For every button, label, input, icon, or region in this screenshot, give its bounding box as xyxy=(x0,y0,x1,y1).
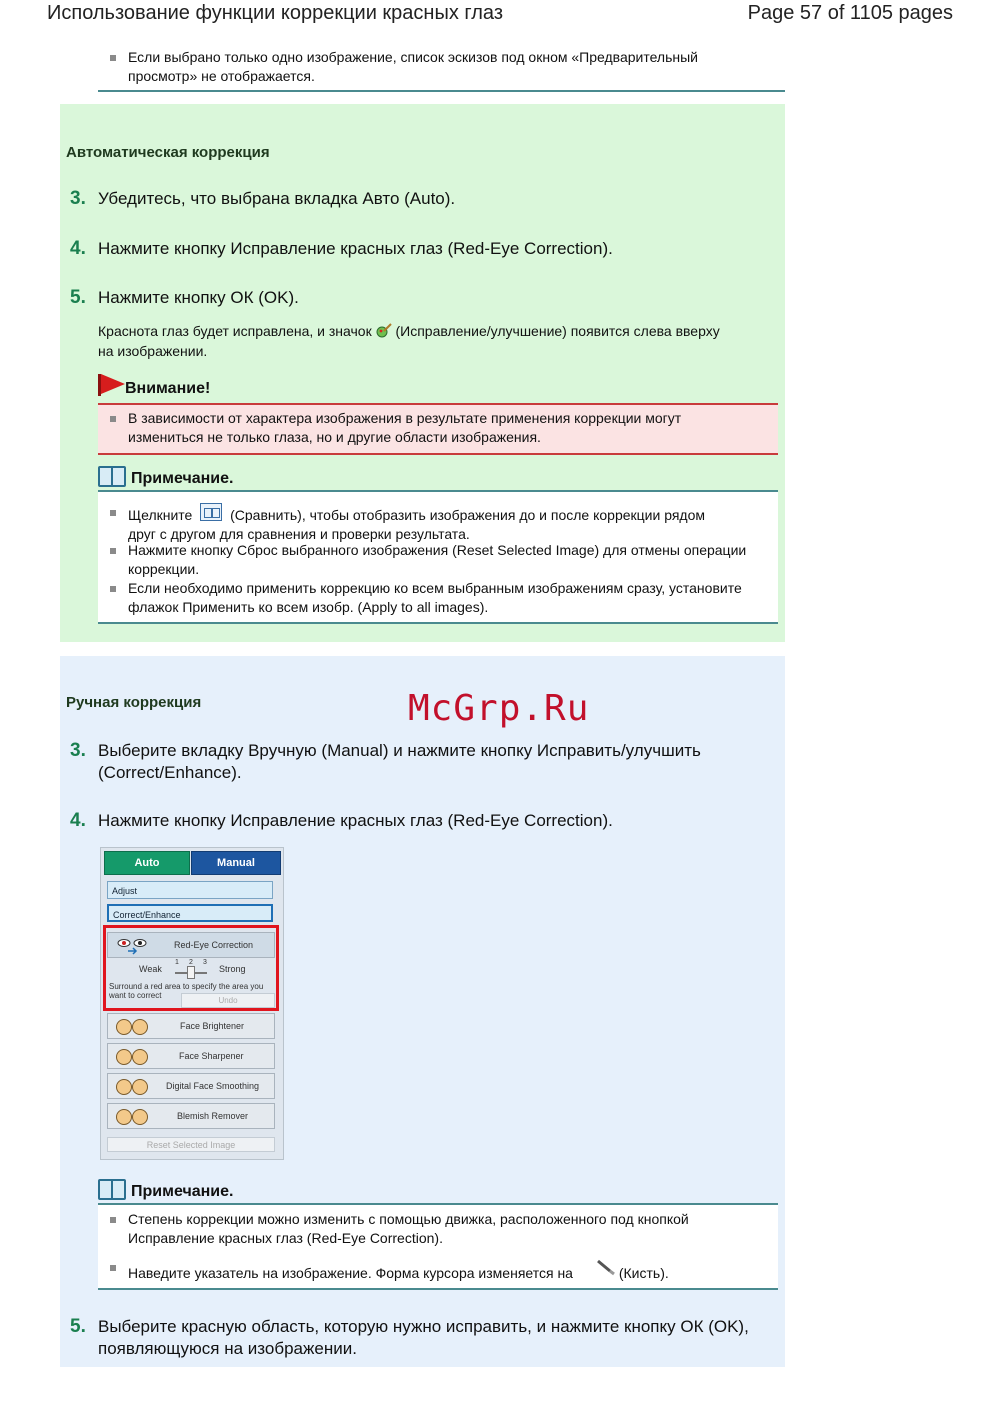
caution-flag-icon xyxy=(101,374,125,394)
bullet-icon xyxy=(110,510,116,516)
note-item-reset: Нажмите кнопку Сброс выбранного изображения (Reset Selected Image) для отмены операции коррекции. xyxy=(110,541,750,579)
manual-section-title: Ручная коррекция xyxy=(66,694,202,711)
note-item-compare: Щелкните (Сравнить), чтобы отобразить изображения до и после коррекции рядом друг с другом для сравнения и проверки результата. xyxy=(110,503,770,544)
caution-item: В зависимости от характера изображения в результате применения коррекции могут изменитьcя не только глаза, но и другие области изображения. xyxy=(110,409,750,447)
bullet-icon xyxy=(110,586,116,592)
top-note: Если выбрано только одно изображение, список эскизов под окном «Предварительный просмотр» не отображается. xyxy=(110,48,760,86)
faces-icon xyxy=(114,1077,150,1095)
note-item-slider: Степень коррекции можно изменить с помощью движка, расположенного под кнопкой Исправление красных глаз (Red-Eye Correction). xyxy=(110,1210,750,1248)
face-sharpener-button[interactable]: Face Sharpener xyxy=(107,1043,275,1069)
note-heading: Примечание. xyxy=(131,1183,234,1200)
correct-enhance-icon xyxy=(376,322,392,338)
tick-2: 2 xyxy=(189,959,193,966)
faces-icon xyxy=(114,1017,150,1035)
note-book-icon xyxy=(98,1179,126,1200)
auto-step-5: 5. Нажмите кнопку ОК (OK). xyxy=(70,287,299,308)
adjust-button[interactable]: Adjust xyxy=(107,881,273,899)
caution-heading: Внимание! xyxy=(125,380,211,397)
watermark: McGrp.Ru xyxy=(408,688,590,729)
digital-face-smoothing-button[interactable]: Digital Face Smoothing xyxy=(107,1073,275,1099)
note-book-icon xyxy=(98,466,126,487)
undo-button[interactable]: Undo xyxy=(181,993,275,1008)
auto-step-4: 4. Нажмите кнопку Исправление красных глаз (Red-Eye Correction). xyxy=(70,238,613,259)
highlight-frame xyxy=(103,925,279,1011)
auto-section-title: Автоматическая коррекция xyxy=(66,144,270,161)
correct-enhance-button[interactable]: Correct/Enhance xyxy=(107,904,273,922)
tick-1: 1 xyxy=(175,959,179,966)
strong-label: Strong xyxy=(219,964,246,974)
tab-manual[interactable]: Manual xyxy=(191,851,281,875)
manual-step-4: 4. Нажмите кнопку Исправление красных глаз (Red-Eye Correction). xyxy=(70,810,613,831)
red-eye-correction-button[interactable]: Red-Eye Correction xyxy=(107,932,275,958)
note-item-brush: Наведите указатель на изображение. Форма курсора изменяется на (Кисть). xyxy=(110,1258,750,1283)
bullet-icon xyxy=(110,1217,116,1223)
page-counter: Page 57 of 1105 pages xyxy=(747,2,953,24)
step5-description: Краснота глаз будет исправлена, и значок (Исправление/улучшение) появится слева вверху на изображении. xyxy=(98,323,720,359)
bullet-icon xyxy=(110,416,116,422)
note-item-apply-all: Если необходимо применить коррекцию ко всем выбранным изображениям сразу, установите флажок Применить ко всем изобр. (Apply to all images). xyxy=(110,579,750,617)
divider xyxy=(98,90,785,92)
manual-step-5: 5. Выберите красную область, которую нужно исправить, и нажмите кнопку ОК (OK), появляющуюся на изображении. xyxy=(70,1316,749,1358)
blemish-remover-button[interactable]: Blemish Remover xyxy=(107,1103,275,1129)
faces-icon xyxy=(114,1107,150,1125)
faces-icon xyxy=(114,1047,150,1065)
compare-icon xyxy=(200,503,222,521)
tick-3: 3 xyxy=(203,959,207,966)
red-eye-hint: Surround a red area to specify the area you want to correct xyxy=(109,982,264,1000)
auto-step-3: 3. Убедитесь, что выбрана вкладка Авто (Auto). xyxy=(70,188,456,209)
page-title: Использование функции коррекции красных глаз xyxy=(47,2,503,24)
face-brightener-button[interactable]: Face Brightener xyxy=(107,1013,275,1039)
weak-label: Weak xyxy=(139,964,162,974)
bullet-icon xyxy=(110,55,116,61)
tab-auto[interactable]: Auto xyxy=(104,851,190,875)
manual-step-3: 3. Выберите вкладку Вручную (Manual) и нажмите кнопку Исправить/улучшить (Correct/Enhance). xyxy=(70,740,701,782)
bullet-icon xyxy=(110,548,116,554)
note-heading: Примечание. xyxy=(131,470,234,487)
bullet-icon xyxy=(110,1265,116,1271)
brush-icon xyxy=(595,1258,617,1276)
reset-selected-image-button[interactable]: Reset Selected Image xyxy=(107,1137,275,1152)
